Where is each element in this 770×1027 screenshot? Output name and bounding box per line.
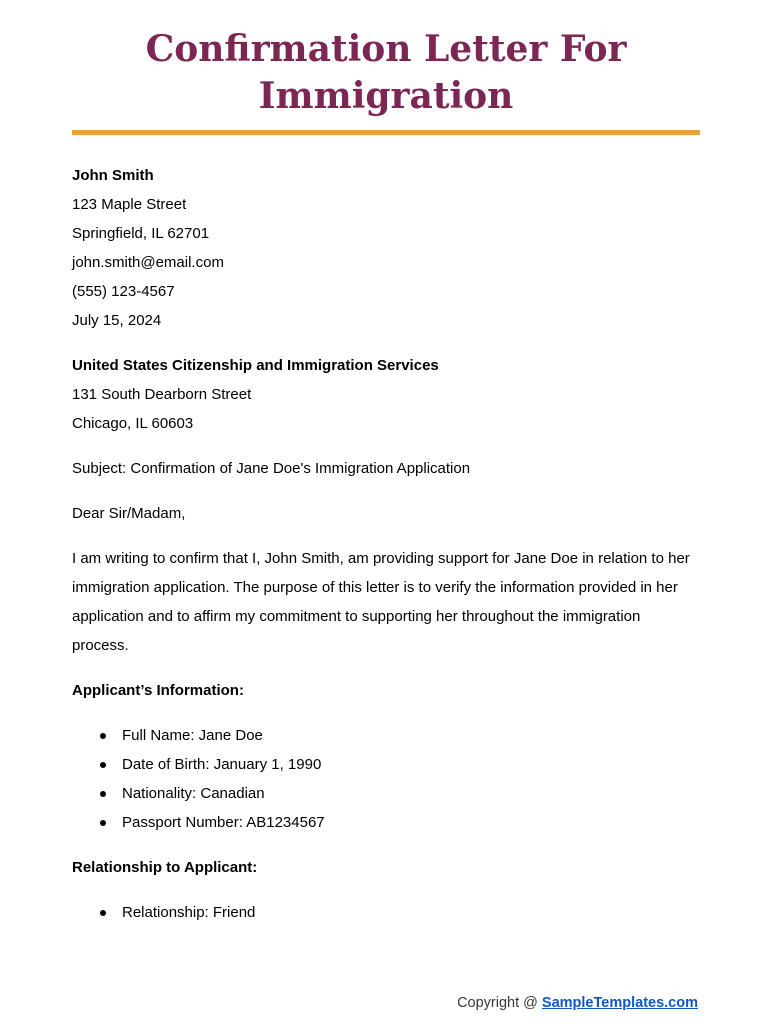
sender-address-line2: Springfield, IL 62701 <box>72 225 210 242</box>
applicant-info-heading: Applicant’s Information: <box>72 682 244 699</box>
bullet-icon <box>100 910 106 916</box>
list-item-label: Nationality: Canadian <box>122 785 265 802</box>
salutation-block <box>72 499 700 528</box>
title-divider <box>72 130 700 135</box>
relationship-heading: Relationship to Applicant: <box>72 859 258 876</box>
bullet-icon <box>100 791 106 797</box>
list-item <box>72 779 700 808</box>
recipient-name: United States Citizenship and Immigration Services <box>72 357 439 374</box>
list-item <box>72 808 700 837</box>
bullet-icon <box>100 733 106 739</box>
footer-link[interactable]: SampleTemplates.com <box>541 995 698 1011</box>
sender-block <box>72 161 700 335</box>
recipient-block <box>72 351 700 438</box>
copyright-text: Copyright @ <box>457 995 542 1011</box>
recipient-address-line2: Chicago, IL 60603 <box>72 415 194 432</box>
list-item-label: Passport Number: AB1234567 <box>122 814 325 831</box>
list-item <box>72 898 700 927</box>
relationship-heading-block <box>72 853 700 882</box>
list-item-label: Full Name: Jane Doe <box>122 727 263 744</box>
relationship-list <box>72 898 700 927</box>
list-item-label: Date of Birth: January 1, 1990 <box>122 756 322 773</box>
bullet-icon <box>100 820 106 826</box>
list-item <box>72 721 700 750</box>
footer <box>457 995 698 1011</box>
body-paragraph: I am writing to confirm that I, John Smith, am providing support for Jane Doe in relation to her immigration application. The purpose of this letter is to verify the information provided in her application and to affirm my commitment to supporting her throughout the immigration process. <box>72 550 690 654</box>
applicant-info-heading-block <box>72 676 700 705</box>
letter-page <box>0 26 770 927</box>
page-title: Confirmation Letter For Immigration <box>145 28 627 117</box>
sender-phone: (555) 123-4567 <box>72 283 175 300</box>
body-block <box>72 544 700 660</box>
letter-date: July 15, 2024 <box>72 312 162 329</box>
subject-line: Subject: Confirmation of Jane Doe's Immigration Application <box>72 460 471 477</box>
sender-name: John Smith <box>72 167 154 184</box>
list-item-label: Relationship: Friend <box>122 904 256 921</box>
applicant-info-list <box>72 721 700 837</box>
sender-email: john.smith@email.com <box>72 254 224 271</box>
salutation: Dear Sir/Madam, <box>72 505 186 522</box>
sender-address-line1: 123 Maple Street <box>72 196 187 213</box>
recipient-address-line1: 131 South Dearborn Street <box>72 386 252 403</box>
list-item <box>72 750 700 779</box>
subject-block <box>72 454 700 483</box>
bullet-icon <box>100 762 106 768</box>
